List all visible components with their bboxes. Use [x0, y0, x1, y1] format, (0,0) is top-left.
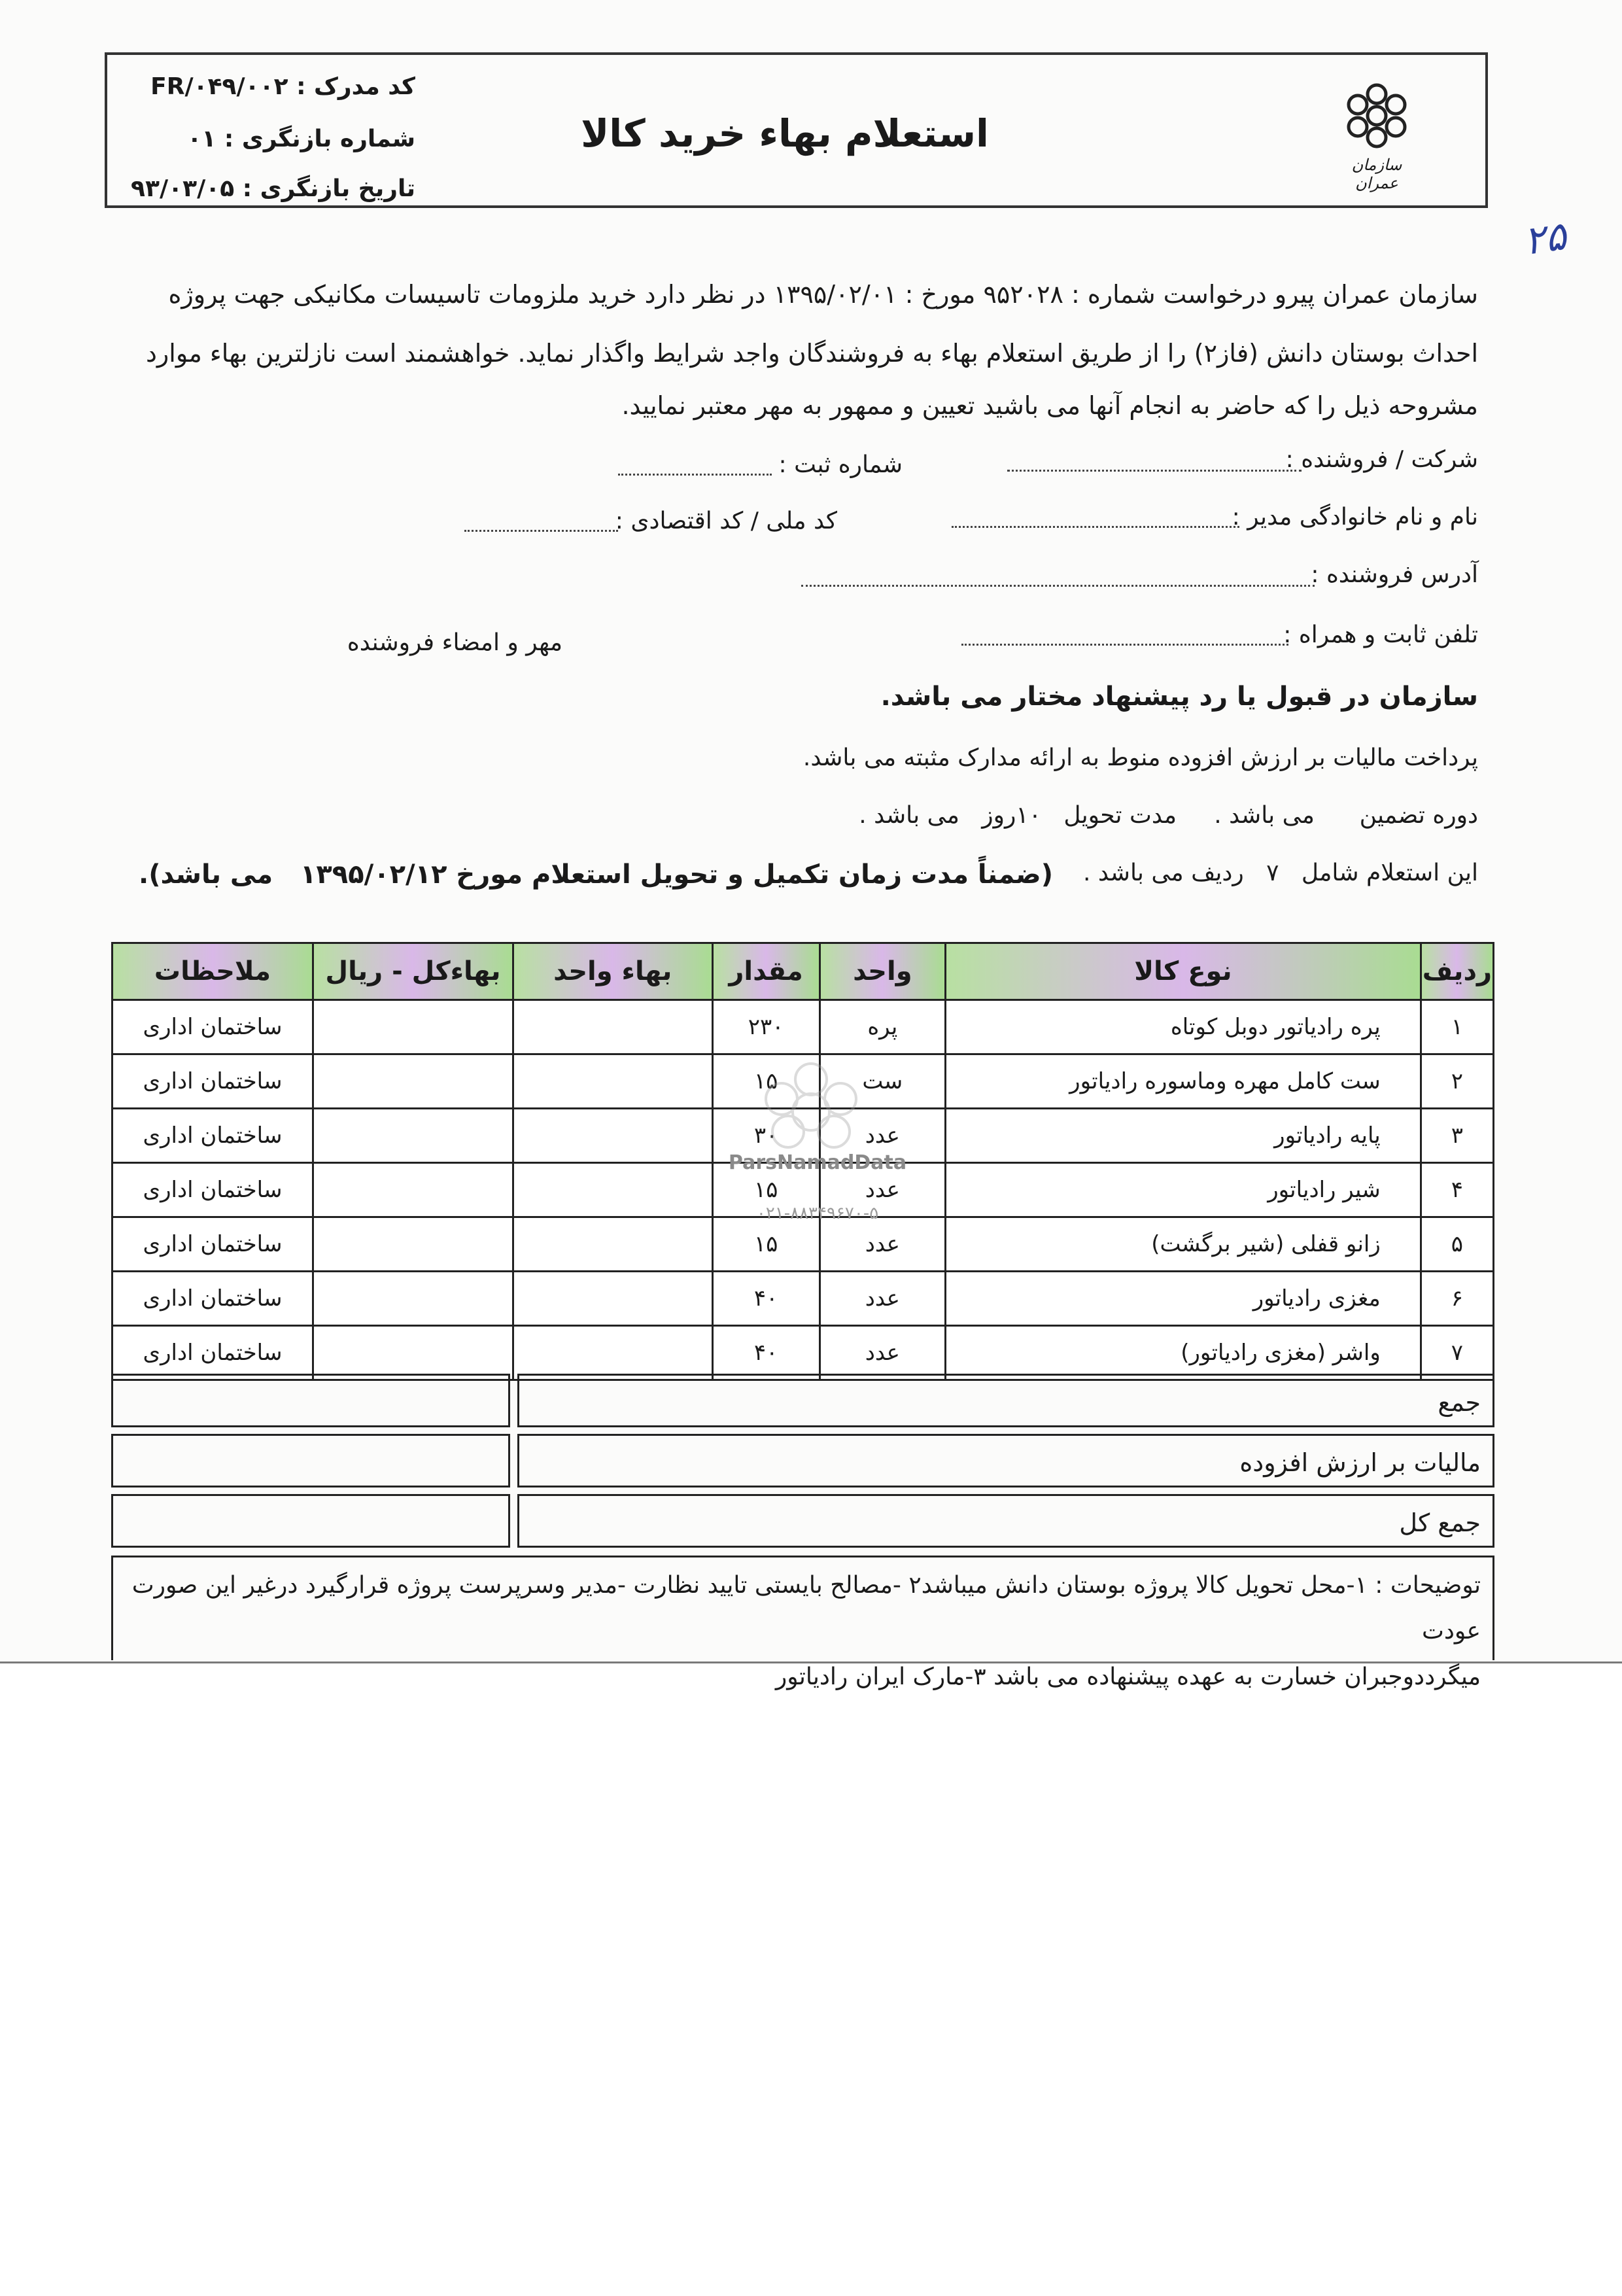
- col-qty: مقدار: [712, 943, 820, 1000]
- total-price-cell[interactable]: [313, 1109, 513, 1163]
- col-notes: ملاحظات: [112, 943, 313, 1000]
- vat-value-cell[interactable]: [111, 1434, 510, 1487]
- national-code-field[interactable]: [464, 530, 618, 532]
- row-number: ۱: [1421, 1000, 1493, 1054]
- vat-term: پرداخت مالیات بر ارزش افزوده منوط به ارائه مدارک مثبته می باشد.: [802, 744, 1478, 771]
- sum-label: جمع: [517, 1374, 1494, 1427]
- table-header-row: [112, 943, 1494, 1000]
- company-label: شرکت / فروشنده :: [1285, 446, 1478, 473]
- item-qty: ۴۰: [712, 1326, 820, 1380]
- intro-line-3: مشروحه ذیل را که حاضر به انجام آنها می باشید تعیین و ممهور به مهر معتبر نمایید.: [621, 391, 1478, 420]
- sum-row: [111, 1374, 1494, 1427]
- row-number: ۳: [1421, 1109, 1493, 1163]
- manager-field[interactable]: [952, 526, 1239, 528]
- item-notes: ساختمان اداری: [112, 1326, 313, 1380]
- intro-line-2: احداث بوستان دانش (فاز۲) را از طریق استعلام بهاء به فروشندگان واجد شرایط واگذار نماید. خواهشمند است نازلترین بهاء موارد: [145, 339, 1478, 368]
- item-name: واشر (مغزی رادیاتور): [946, 1326, 1421, 1380]
- total-price-cell[interactable]: [313, 1000, 513, 1054]
- item-notes: ساختمان اداری: [112, 1054, 313, 1109]
- item-unit: پره: [820, 1000, 946, 1054]
- grand-total-row: [111, 1494, 1494, 1548]
- blank-lower-page: [0, 1661, 1622, 2296]
- table-row: [112, 1272, 1494, 1326]
- item-unit: عدد: [820, 1272, 946, 1326]
- acceptance-term: سازمان در قبول یا رد پیشنهاد مختار می باشد.: [880, 682, 1478, 712]
- item-qty: ۱۵: [712, 1217, 820, 1272]
- warranty-delivery-term: دوره تضمین می باشد . مدت تحویل ۱۰روز می باشد .: [859, 802, 1478, 829]
- table-row: [112, 1326, 1494, 1380]
- row-number: ۴: [1421, 1163, 1493, 1217]
- item-name: مغزی رادیاتور: [946, 1272, 1421, 1326]
- deadline-term: (ضمناً مدت زمان تکمیل و تحویل استعلام مورخ ۱۳۹۵/۰۲/۱۲ می باشد).: [139, 860, 1053, 890]
- revision-date: تاریخ بازنگری : ۹۳/۰۳/۰۵: [131, 175, 415, 202]
- row-number: ۲: [1421, 1054, 1493, 1109]
- item-qty: ۱۵: [712, 1163, 820, 1217]
- vat-row: [111, 1434, 1494, 1487]
- item-name: پره رادیاتور دوبل کوتاه: [946, 1000, 1421, 1054]
- col-item: نوع کالا: [946, 943, 1421, 1000]
- item-notes: ساختمان اداری: [112, 1109, 313, 1163]
- notes-box: [111, 1556, 1494, 1690]
- reg-no-label: شماره ثبت :: [778, 451, 903, 478]
- total-price-cell[interactable]: [313, 1272, 513, 1326]
- rows-count-term: این استعلام شامل ۷ ردیف می باشد .: [1083, 860, 1478, 886]
- organization-caption: سازمان عمران: [1351, 156, 1402, 192]
- total-price-cell[interactable]: [313, 1326, 513, 1380]
- item-notes: ساختمان اداری: [112, 1000, 313, 1054]
- row-number: ۷: [1421, 1326, 1493, 1380]
- col-unit-price: بهاء واحد: [513, 943, 712, 1000]
- item-qty: ۴۰: [712, 1272, 820, 1326]
- total-price-cell[interactable]: [313, 1054, 513, 1109]
- item-qty: ۱۵: [712, 1054, 820, 1109]
- col-total-price: بهاءکل - ریال: [313, 943, 513, 1000]
- watermark-name: ParsNamadData: [728, 1151, 907, 1174]
- grand-total-value-cell[interactable]: [111, 1494, 510, 1548]
- item-qty: ۲۳۰: [712, 1000, 820, 1054]
- item-unit: عدد: [820, 1109, 946, 1163]
- col-row: ردیف: [1421, 943, 1493, 1000]
- company-field[interactable]: [1007, 470, 1302, 472]
- item-name: زانو قفلی (شیر برگشت): [946, 1217, 1421, 1272]
- item-unit: عدد: [820, 1163, 946, 1217]
- item-notes: ساختمان اداری: [112, 1272, 313, 1326]
- total-price-cell[interactable]: [313, 1163, 513, 1217]
- reg-no-field[interactable]: [618, 474, 772, 476]
- address-field[interactable]: [801, 585, 1315, 587]
- doc-code: کد مدرک : FR/۰۴۹/۰۰۲: [150, 73, 415, 100]
- notes-line-1: توضیحات : ۱-محل تحویل کالا پروژه بوستان دانش میباشد۲ -مصالح بایستی تایید نظارت -مدیر وسرپرست پروژه قرارگیرد درغیر این صورت عودت: [131, 1572, 1481, 1644]
- phone-field[interactable]: [961, 644, 1288, 646]
- grand-total-label: جمع کل: [517, 1494, 1494, 1548]
- item-qty: ۳۰: [712, 1109, 820, 1163]
- national-code-label: کد ملی / کد اقتصادی :: [615, 508, 837, 534]
- row-number: ۵: [1421, 1217, 1493, 1272]
- document-title: استعلام بهاء خرید کالا: [581, 111, 989, 156]
- item-unit: عدد: [820, 1217, 946, 1272]
- phone-label: تلفن ثابت و همراه :: [1283, 621, 1478, 648]
- item-name: ست کامل مهره وماسوره رادیاتور: [946, 1054, 1421, 1109]
- unit-price-cell[interactable]: [513, 1326, 712, 1380]
- notes-line-2: میگرددوجبران خسارت به عهده پیشنهاده می باشد ۳-مارک ایران رادیاتور: [775, 1663, 1481, 1690]
- total-price-cell[interactable]: [313, 1217, 513, 1272]
- sum-value-cell[interactable]: [111, 1374, 510, 1427]
- col-unit: واحد: [820, 943, 946, 1000]
- item-name: پایه رادیاتور: [946, 1109, 1421, 1163]
- item-unit: ست: [820, 1054, 946, 1109]
- item-unit: عدد: [820, 1326, 946, 1380]
- item-name: شیر رادیاتور: [946, 1163, 1421, 1217]
- vat-label: مالیات بر ارزش افزوده: [517, 1434, 1494, 1487]
- intro-line-1: سازمان عمران پیرو درخواست شماره : ۹۵۲۰۲۸ مورخ : ۱۳۹۵/۰۲/۰۱ در نظر دارد خرید ملزومات تاسیسات مکانیکی جهت پروژه: [168, 280, 1478, 309]
- item-notes: ساختمان اداری: [112, 1217, 313, 1272]
- item-notes: ساختمان اداری: [112, 1163, 313, 1217]
- handwritten-note: ۲۵: [1521, 213, 1570, 265]
- address-label: آدرس فروشنده :: [1311, 561, 1478, 588]
- revision-number: شماره بازنگری : ۰۱: [187, 126, 415, 152]
- watermark-number: ۰۲۱-۸۸۳۴۹۶۷۰-۵: [756, 1204, 879, 1223]
- seal-signature-label: مهر و امضاء فروشنده: [347, 629, 562, 656]
- row-number: ۶: [1421, 1272, 1493, 1326]
- manager-label: نام و نام خانوادگی مدیر :: [1232, 504, 1478, 531]
- unit-price-cell[interactable]: [513, 1272, 712, 1326]
